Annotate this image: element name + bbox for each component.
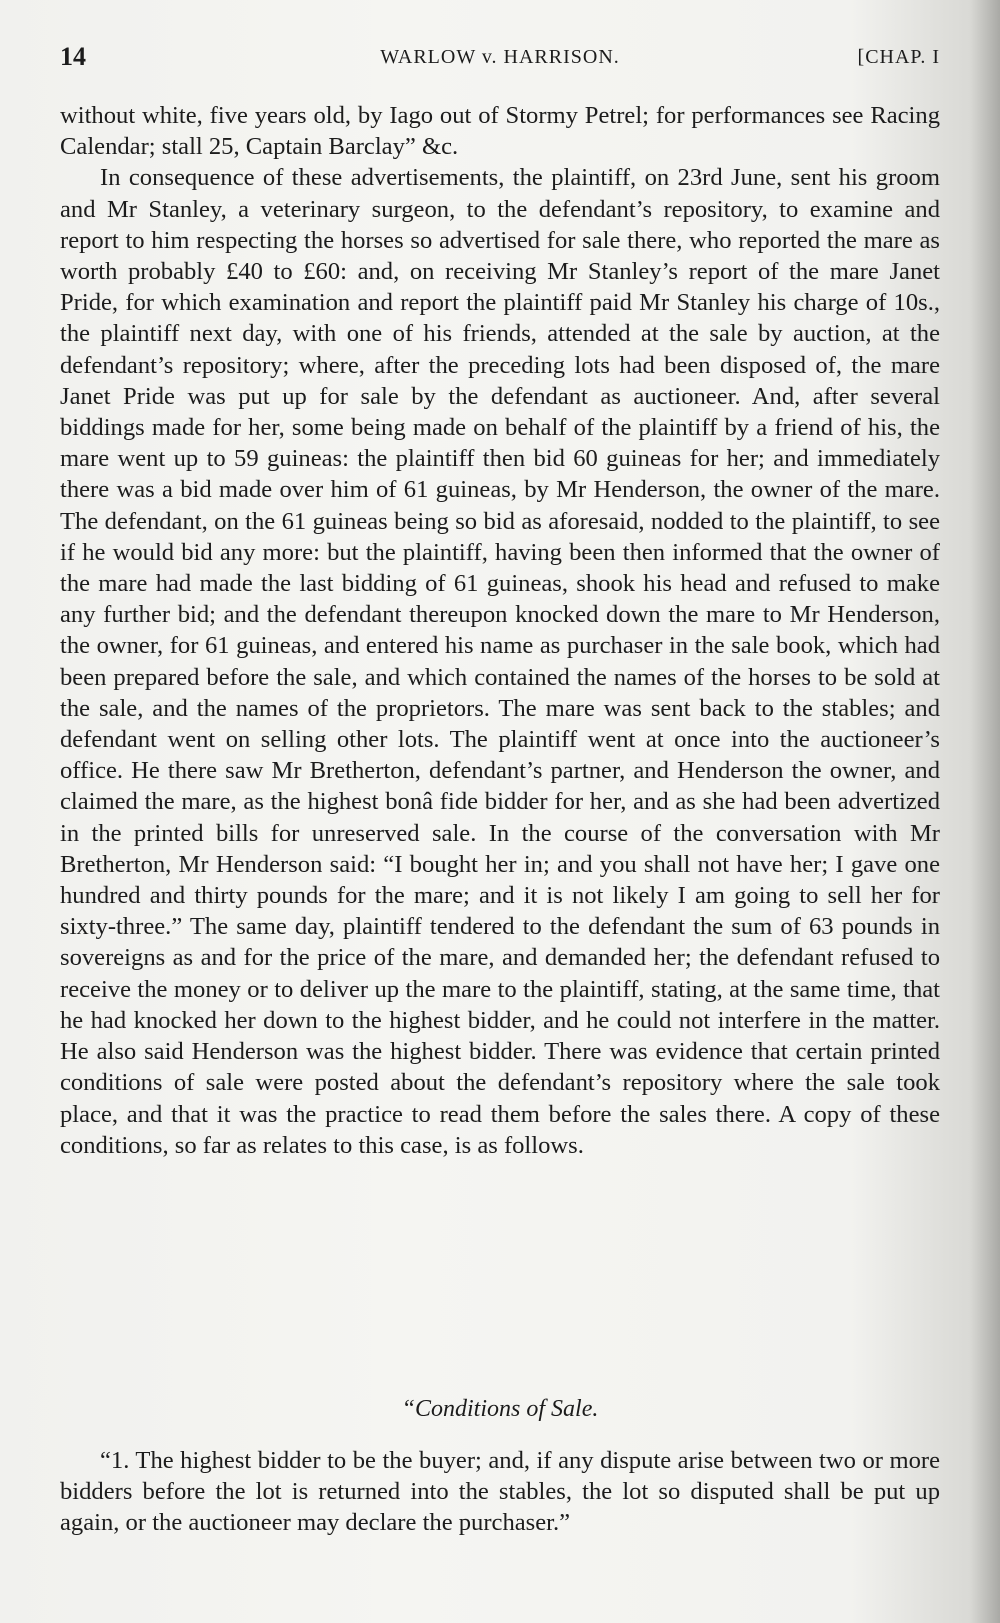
running-title: WARLOW v. HARRISON.: [380, 46, 620, 68]
page-number: 14: [60, 42, 86, 71]
paragraph-continued: without white, five years old, by Iago out of Stormy Petrel; for performances see Racing Calendar; stall 25, Captain Barclay” &c.: [60, 102, 940, 161]
condition-1: “1. The highest bidder to be the buyer; and, if any dispute arise between two or more bidders before the lot is returned into the stables, the lot so disputed shall be put up again, or the auctioneer may declare the purchaser.”: [60, 1447, 940, 1536]
chapter-label: [CHAP. I: [857, 46, 940, 68]
page-header: [60, 42, 940, 78]
body-text: [60, 100, 940, 1161]
paragraph-main: In consequence of these advertisements, the plaintiff, on 23rd June, sent his groom and Mr Stanley, a veterinary surgeon, to the defendant’s repository, to examine and report to him respecting the horses so advertised for sale there, who reported the mare as worth probably £40 to £60: and, on receiving Mr Stanley’s report of the mare Janet Pride, for which examination and report the plaintiff paid Mr Stanley his charge of 10s., the plaintiff next day, with one of his friends, attended at the sale by auction, at the defendant’s repository; where, after the preceding lots had been disposed of, the mare Janet Pride was put up for sale by the defendant as auctioneer. And, after several biddings made for her, some being made on behalf of the plaintiff by a friend of his, the mare went up to 59 guineas: the plaintiff then bid 60 guineas for her; and immediately there was a bid made over him of 61 guineas, by Mr Henderson, the owner of the mare. The defendant, on the 61 guineas being so bid as aforesaid, nodded to the plaintiff, to see if he would bid any more: but the plaintiff, having been then informed that the owner of the mare had made the last bidding of 61 guineas, shook his head and refused to make any further bid; and the defendant thereupon knocked down the mare to Mr Henderson, the owner, for 61 guineas, and entered his name as purchaser in the sale book, which had been prepared before the sale, and which contained the names of the horses to be sold at the sale, and the names of the proprietors. The mare was sent back to the stables; and defendant went on selling other lots. The plaintiff went at once into the auctioneer’s office. He there saw Mr Bretherton, defendant’s partner, and Henderson the owner, and claimed the mare, as the highest bonâ fide bidder for her, and as she had been advertized in the printed bills for unreserved sale. In the course of the conversation with Mr Bretherton, Mr Henderson said: “I bought her in; and you shall not have her; I gave one hundred and thirty pounds for the mare; and it is not likely I am going to sell her for sixty-three.” The same day, plaintiff tendered to the defendant the sum of 63 pounds in sovereigns as and for the price of the mare, and demanded her; the defendant refused to receive the money or to deliver up the mare to the plaintiff, stating, at the same time, that he had knocked her down to the highest bidder, and he could not interfere in the matter. He also said Henderson was the highest bidder. There was evidence that certain printed conditions of sale were posted about the defendant’s repository where the sale took place, and that it was the practice to read them before the sales there. A copy of these conditions, so far as relates to this case, is as follows.: [60, 164, 940, 1159]
conditions-heading: “Conditions of Sale.: [401, 1396, 599, 1422]
